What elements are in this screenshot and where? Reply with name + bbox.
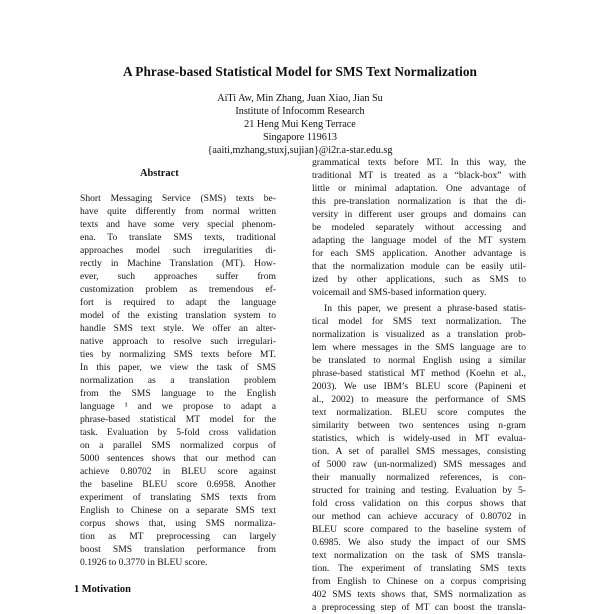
paper-title: A Phrase-based Statistical Model for SMS Text Normalization (123, 64, 477, 79)
body-line: for each SMS application. Another advantage is (312, 248, 526, 259)
body-line: a preprocessing step of MT can boost the transla- (312, 602, 526, 613)
abstract-line: native approach to resolve such irregulari- (80, 336, 276, 347)
abstract-line: customization problem as tremendous ef- (80, 284, 276, 295)
body-line: tion. A set of parallel SMS messages, consisting (312, 446, 526, 457)
abstract-line: normalization as a translation problem (80, 375, 276, 386)
body-line: similarity between two sentences using n-gram (312, 420, 526, 431)
abstract-line: model of the existing translation system to (80, 310, 276, 321)
abstract-line: ever, such approaches suffer from (80, 271, 276, 282)
author-block (0, 92, 600, 157)
abstract-line: corpus shows that, using SMS normaliza- (80, 518, 276, 529)
body-line: al., 2002) to measure the performance of SMS (312, 394, 526, 405)
abstract-line: 5000 sentences shows that our method can (80, 453, 276, 464)
abstract-line: ena. To translate SMS texts, traditional (80, 232, 276, 243)
body-line: adapting the language model of the MT system (312, 235, 526, 246)
body-line: their manually normalized references, is con- (312, 472, 526, 483)
body-line: normalization is visualized as a translation prob- (312, 329, 526, 340)
body-line: 2003). We use IBM’s BLEU score (Papineni et (312, 381, 526, 392)
body-line: phrase-based statistical MT method (Koehn et al., (312, 368, 526, 379)
body-line: from English to Chinese on a corpus comprising (312, 576, 526, 587)
body-line: fold cross validation on this corpus shows that (312, 498, 526, 509)
abstract-line: on a parallel SMS normalized corpus of (80, 440, 276, 451)
abstract-line: texts and have some very special phenom- (80, 219, 276, 230)
abstract-line: approaches model such irregularities di- (80, 245, 276, 256)
abstract-line: the baseline BLEU score 0.6958. Another (80, 479, 276, 490)
abstract-body (80, 192, 276, 569)
author-city: Singapore 119613 (262, 132, 338, 144)
abstract-line: In this paper, we view the task of SMS (80, 362, 276, 373)
section-1-heading: 1 Motivation (74, 584, 131, 595)
body-line: BLEU score compared to the baseline system of (312, 524, 526, 535)
body-line: grammatical texts before MT. In this way, the (312, 157, 526, 168)
abstract-line: task. Evaluation by 5-fold cross validation (80, 427, 276, 438)
body-line: this pre-translation normalization is that the di- (312, 196, 526, 207)
abstract-line: have quite differently from normal written (80, 206, 276, 217)
body-line: little or minimal adaptation. One advantage of (312, 183, 526, 194)
abstract-line: from the SMS language to the English (80, 388, 276, 399)
right-column-body (312, 156, 526, 614)
body-line: 402 SMS texts shows that, SMS normalization as (312, 589, 526, 600)
abstract-line: handle SMS text style. We offer an alter- (80, 323, 276, 334)
abstract-line: language ¹ and we propose to adapt a (80, 401, 276, 412)
body-line: of 5000 raw (un-normalized) SMS messages and (312, 459, 526, 470)
body-line: be modeled separately without accessing and (312, 222, 526, 233)
body-line: that the normalization module can be easily util- (312, 261, 526, 272)
body-line: our method can achieve accuracy of 0.80702 in (312, 511, 526, 522)
abstract-heading: Abstract (140, 168, 179, 179)
body-line: text normalization. BLEU score computes the (312, 407, 526, 418)
body-line: tion. The experiment of translating SMS texts (312, 563, 526, 574)
body-line: structed for training and testing. Evaluation by 5- (312, 485, 526, 496)
author-institute: Institute of Infocomm Research (235, 106, 365, 118)
abstract-line: ties by normalizing SMS texts before MT. (80, 349, 276, 360)
abstract-line: achieve 0.80702 in BLEU score against (80, 466, 276, 477)
abstract-line: boost SMS translation performance from (80, 544, 276, 555)
abstract-line: fort is required to adapt the language (80, 297, 276, 308)
author-address: 21 Heng Mui Keng Terrace (244, 119, 356, 131)
abstract-line: rectly in Machine Translation (MT). How- (80, 258, 276, 269)
abstract-line: 0.1926 to 0.3770 in BLEU score. (80, 557, 208, 568)
body-line: text normalization on the task of SMS transla- (312, 550, 526, 561)
body-line: be translated to normal English using a similar (312, 355, 526, 366)
abstract-line: English to Chinese on a separate SMS text (80, 505, 276, 516)
author-names: AiTi Aw, Min Zhang, Juan Xiao, Jian Su (217, 93, 383, 104)
body-line: tical model for SMS text normalization. The (312, 316, 526, 327)
abstract-line: experiment of translating SMS texts from (80, 492, 276, 503)
body-line: 0.6985. We also study the impact of our SMS (312, 537, 526, 548)
abstract-line: Short Messaging Service (SMS) texts be- (80, 193, 276, 204)
body-line: ized by other applications, such as SMS to (312, 274, 526, 285)
body-line: traditional MT is treated as a “black-box” with (312, 170, 526, 181)
body-line: versity in different user groups and domains can (312, 209, 526, 220)
author-emails: {aaiti,mzhang,stuxj,sujian}@i2r.a-star.edu.sg (207, 145, 393, 157)
body-line: In this paper, we present a phrase-based statis- (324, 303, 526, 314)
body-line: statistics, which is widely-used in MT evalua- (312, 433, 526, 444)
abstract-line: tion as MT preprocessing can largely (80, 531, 276, 542)
body-line: voicemail and SMS-based information query. (312, 287, 487, 298)
body-line: lem where messages in the SMS language are to (312, 342, 526, 353)
abstract-line: phrase-based statistical MT model for the (80, 414, 276, 425)
